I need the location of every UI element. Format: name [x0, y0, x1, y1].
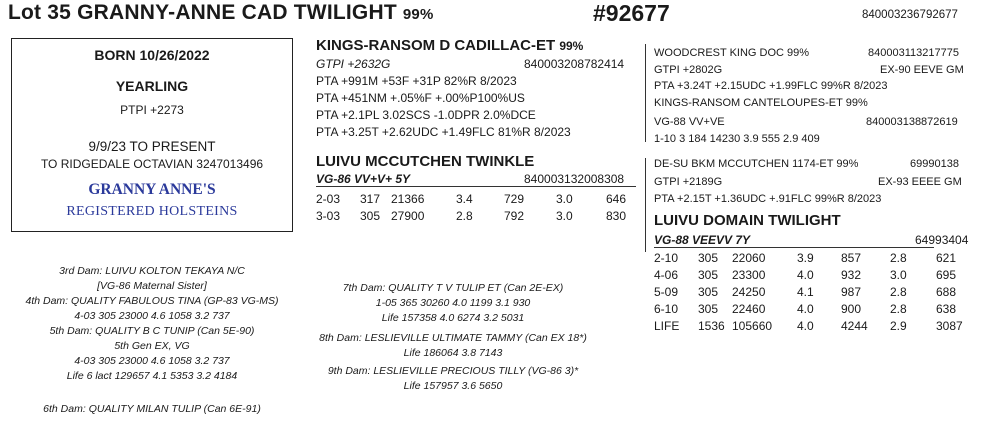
record-cell: LIFE	[654, 319, 680, 333]
record-cell: 695	[936, 268, 957, 282]
record-cell: 305	[698, 268, 719, 282]
pedigree-line: 4th Dam: QUALITY FABULOUS TINA (GP-83 VG-MS)	[25, 295, 279, 307]
record-cell: 2.9	[890, 319, 907, 333]
record-cell: 3.9	[797, 251, 814, 265]
pedigree-line: 5th Gen EX, VG	[114, 340, 190, 352]
record-cell: 305	[698, 285, 719, 299]
pedigree-line: 1-05 365 30260 4.0 1199 3.1 930	[375, 297, 531, 309]
record-cell: 688	[936, 285, 957, 299]
lot-percent: 99%	[402, 6, 434, 23]
lot-title	[8, 1, 433, 25]
sire-bracket	[645, 44, 646, 142]
record-cell: 932	[841, 268, 862, 282]
record-cell: 305	[698, 251, 719, 265]
born-date: BORN 10/26/2022	[94, 47, 210, 63]
dam-divider	[316, 186, 636, 187]
sire-dam-record: 1-10 3 184 14230 3.9 555 2.9 409	[654, 133, 820, 145]
pedigree-line: Life 157358 4.0 6274 3.2 5031	[381, 312, 525, 324]
sire-pta-2: PTA +451NM +.05%F +.00%P100%US	[316, 91, 525, 105]
record-cell: 21366	[391, 192, 425, 206]
sire-id: 840003208782414	[524, 57, 625, 71]
record-cell: 4.0	[797, 268, 814, 282]
sire-sire-name: WOODCREST KING DOC 99%	[654, 47, 810, 59]
sire-sire-id: 840003113217775	[868, 47, 959, 59]
record-cell: 4-06	[654, 268, 679, 282]
record-cell: 621	[936, 251, 957, 265]
pedigree-line: 9th Dam: LESLIEVILLE PRECIOUS TILLY (VG-86 3)*	[327, 365, 579, 377]
record-cell: 3087	[936, 319, 963, 333]
record-cell: 857	[841, 251, 862, 265]
dam-dam-class: VG-88 VEEVV 7Y	[654, 233, 751, 247]
sire-pta-1: PTA +991M +53F +31P 82%R 8/2023	[316, 74, 517, 88]
pedigree-line: [VG-86 Maternal Sister]	[97, 280, 207, 292]
dam-sire-pta: PTA +2.15T +1.36UDC +.91FLC 99%R 8/2023	[654, 193, 882, 205]
dam-name: LUIVU MCCUTCHEN TWINKLE	[316, 153, 535, 170]
pedigree-line: 4-03 305 23000 4.6 1058 3.2 737	[74, 310, 230, 322]
dam-dam-name: LUIVU DOMAIN TWILIGHT	[654, 212, 841, 229]
pedigree-line: 6th Dam: QUALITY MILAN TULIP (Can 6E-91)	[43, 403, 261, 415]
record-cell: 792	[504, 209, 525, 223]
record-cell: 3.0	[890, 268, 907, 282]
record-cell: 4.0	[797, 319, 814, 333]
sire-sire-class: EX-90 EEVE GM	[880, 64, 964, 76]
record-cell: 317	[360, 192, 381, 206]
lease-date: 9/9/23 TO PRESENT	[88, 139, 216, 154]
dam-bracket	[645, 158, 646, 252]
ptpi: PTPI +2273	[120, 103, 184, 117]
registration-number: #92677	[593, 0, 670, 26]
farm-name: GRANNY ANNE'S	[88, 181, 216, 198]
dam-dam-id: 64993404	[915, 233, 969, 247]
record-cell: 987	[841, 285, 862, 299]
pedigree-line: 3rd Dam: LUIVU KOLTON TEKAYA N/C	[59, 265, 245, 277]
record-cell: 2.8	[890, 251, 907, 265]
record-cell: 3-03	[316, 209, 341, 223]
record-cell: 729	[504, 192, 525, 206]
pedigree-line: 5th Dam: QUALITY B C TUNIP (Can 5E-90)	[49, 325, 255, 337]
record-cell: 900	[841, 302, 862, 316]
dam-dam-divider	[654, 247, 934, 248]
dam-sire-id: 69990138	[910, 158, 959, 170]
record-cell: 3.4	[456, 192, 473, 206]
record-cell: 3.0	[556, 209, 573, 223]
sire-dam-name: KINGS-RANSOM CANTELOUPES-ET 99%	[654, 97, 868, 109]
record-cell: 3.0	[556, 192, 573, 206]
record-cell: 105660	[732, 319, 773, 333]
pedigree-line: Life 186064 3.8 7143	[403, 347, 503, 359]
lot-name: Lot 35 GRANNY-ANNE CAD TWILIGHT	[8, 1, 397, 24]
record-cell: 22460	[732, 302, 766, 316]
dam-sire-class: EX-93 EEEE GM	[878, 176, 962, 188]
pedigree-line: 8th Dam: LESLIEVILLE ULTIMATE TAMMY (Can EX 18*)	[319, 332, 587, 344]
record-cell: 2-03	[316, 192, 341, 206]
record-cell: 305	[360, 209, 381, 223]
sire-name: KINGS-RANSOM D CADILLAC-ET 99%	[316, 37, 584, 54]
record-cell: 4.0	[797, 302, 814, 316]
age-class: YEARLING	[115, 78, 189, 94]
record-cell: 2.8	[890, 302, 907, 316]
record-cell: 4.1	[797, 285, 814, 299]
sire-gtpi: GTPI +2632G	[316, 57, 391, 71]
pedigree-line: Life 6 lact 129657 4.1 5353 3.2 4184	[66, 370, 238, 382]
record-cell: 6-10	[654, 302, 679, 316]
record-cell: 305	[698, 302, 719, 316]
record-cell: 27900	[391, 209, 425, 223]
sire-dam-class: VG-88 VV+VE	[654, 116, 725, 128]
dam-sire-gtpi: GTPI +2189G	[654, 176, 723, 188]
pedigree-line: Life 157957 3.6 5650	[403, 380, 503, 392]
record-cell: 5-09	[654, 285, 679, 299]
sire-sire-pta: PTA +3.24T +2.15UDC +1.99FLC 99%R 8/2023	[654, 80, 888, 92]
sire-sire-gtpi: GTPI +2802G	[654, 64, 723, 76]
dam-id: 840003132008308	[524, 172, 625, 186]
record-cell: 1536	[698, 319, 725, 333]
record-cell: 4244	[841, 319, 868, 333]
record-cell: 2.8	[890, 285, 907, 299]
record-cell: 24250	[732, 285, 766, 299]
pedigree-line: 4-03 305 23000 4.6 1058 3.2 737	[74, 355, 230, 367]
id-number: 840003236792677	[862, 9, 958, 21]
pedigree-line: 7th Dam: QUALITY T V TULIP ET (Can 2E-EX)	[342, 282, 564, 294]
record-cell: 830	[606, 209, 627, 223]
record-cell: 646	[606, 192, 627, 206]
farm-subtitle: REGISTERED HOLSTEINS	[66, 204, 238, 219]
record-cell: 638	[936, 302, 957, 316]
record-cell: 23300	[732, 268, 766, 282]
sire-pta-4: PTA +3.25T +2.62UDC +1.49FLC 81%R 8/2023	[316, 125, 571, 139]
sire-pta-3: PTA +2.1PL 3.02SCS -1.0DPR 2.0%DCE	[316, 108, 536, 122]
record-cell: 2.8	[456, 209, 473, 223]
lease-to: TO RIDGEDALE OCTAVIAN 3247013496	[40, 157, 264, 171]
info-box	[11, 38, 293, 232]
dam-sire-name: DE-SU BKM MCCUTCHEN 1174-ET 99%	[654, 158, 859, 170]
record-cell: 2-10	[654, 251, 679, 265]
dam-classification: VG-86 VV+V+ 5Y	[316, 172, 411, 186]
record-cell: 22060	[732, 251, 766, 265]
sire-dam-id: 840003138872619	[866, 116, 958, 128]
